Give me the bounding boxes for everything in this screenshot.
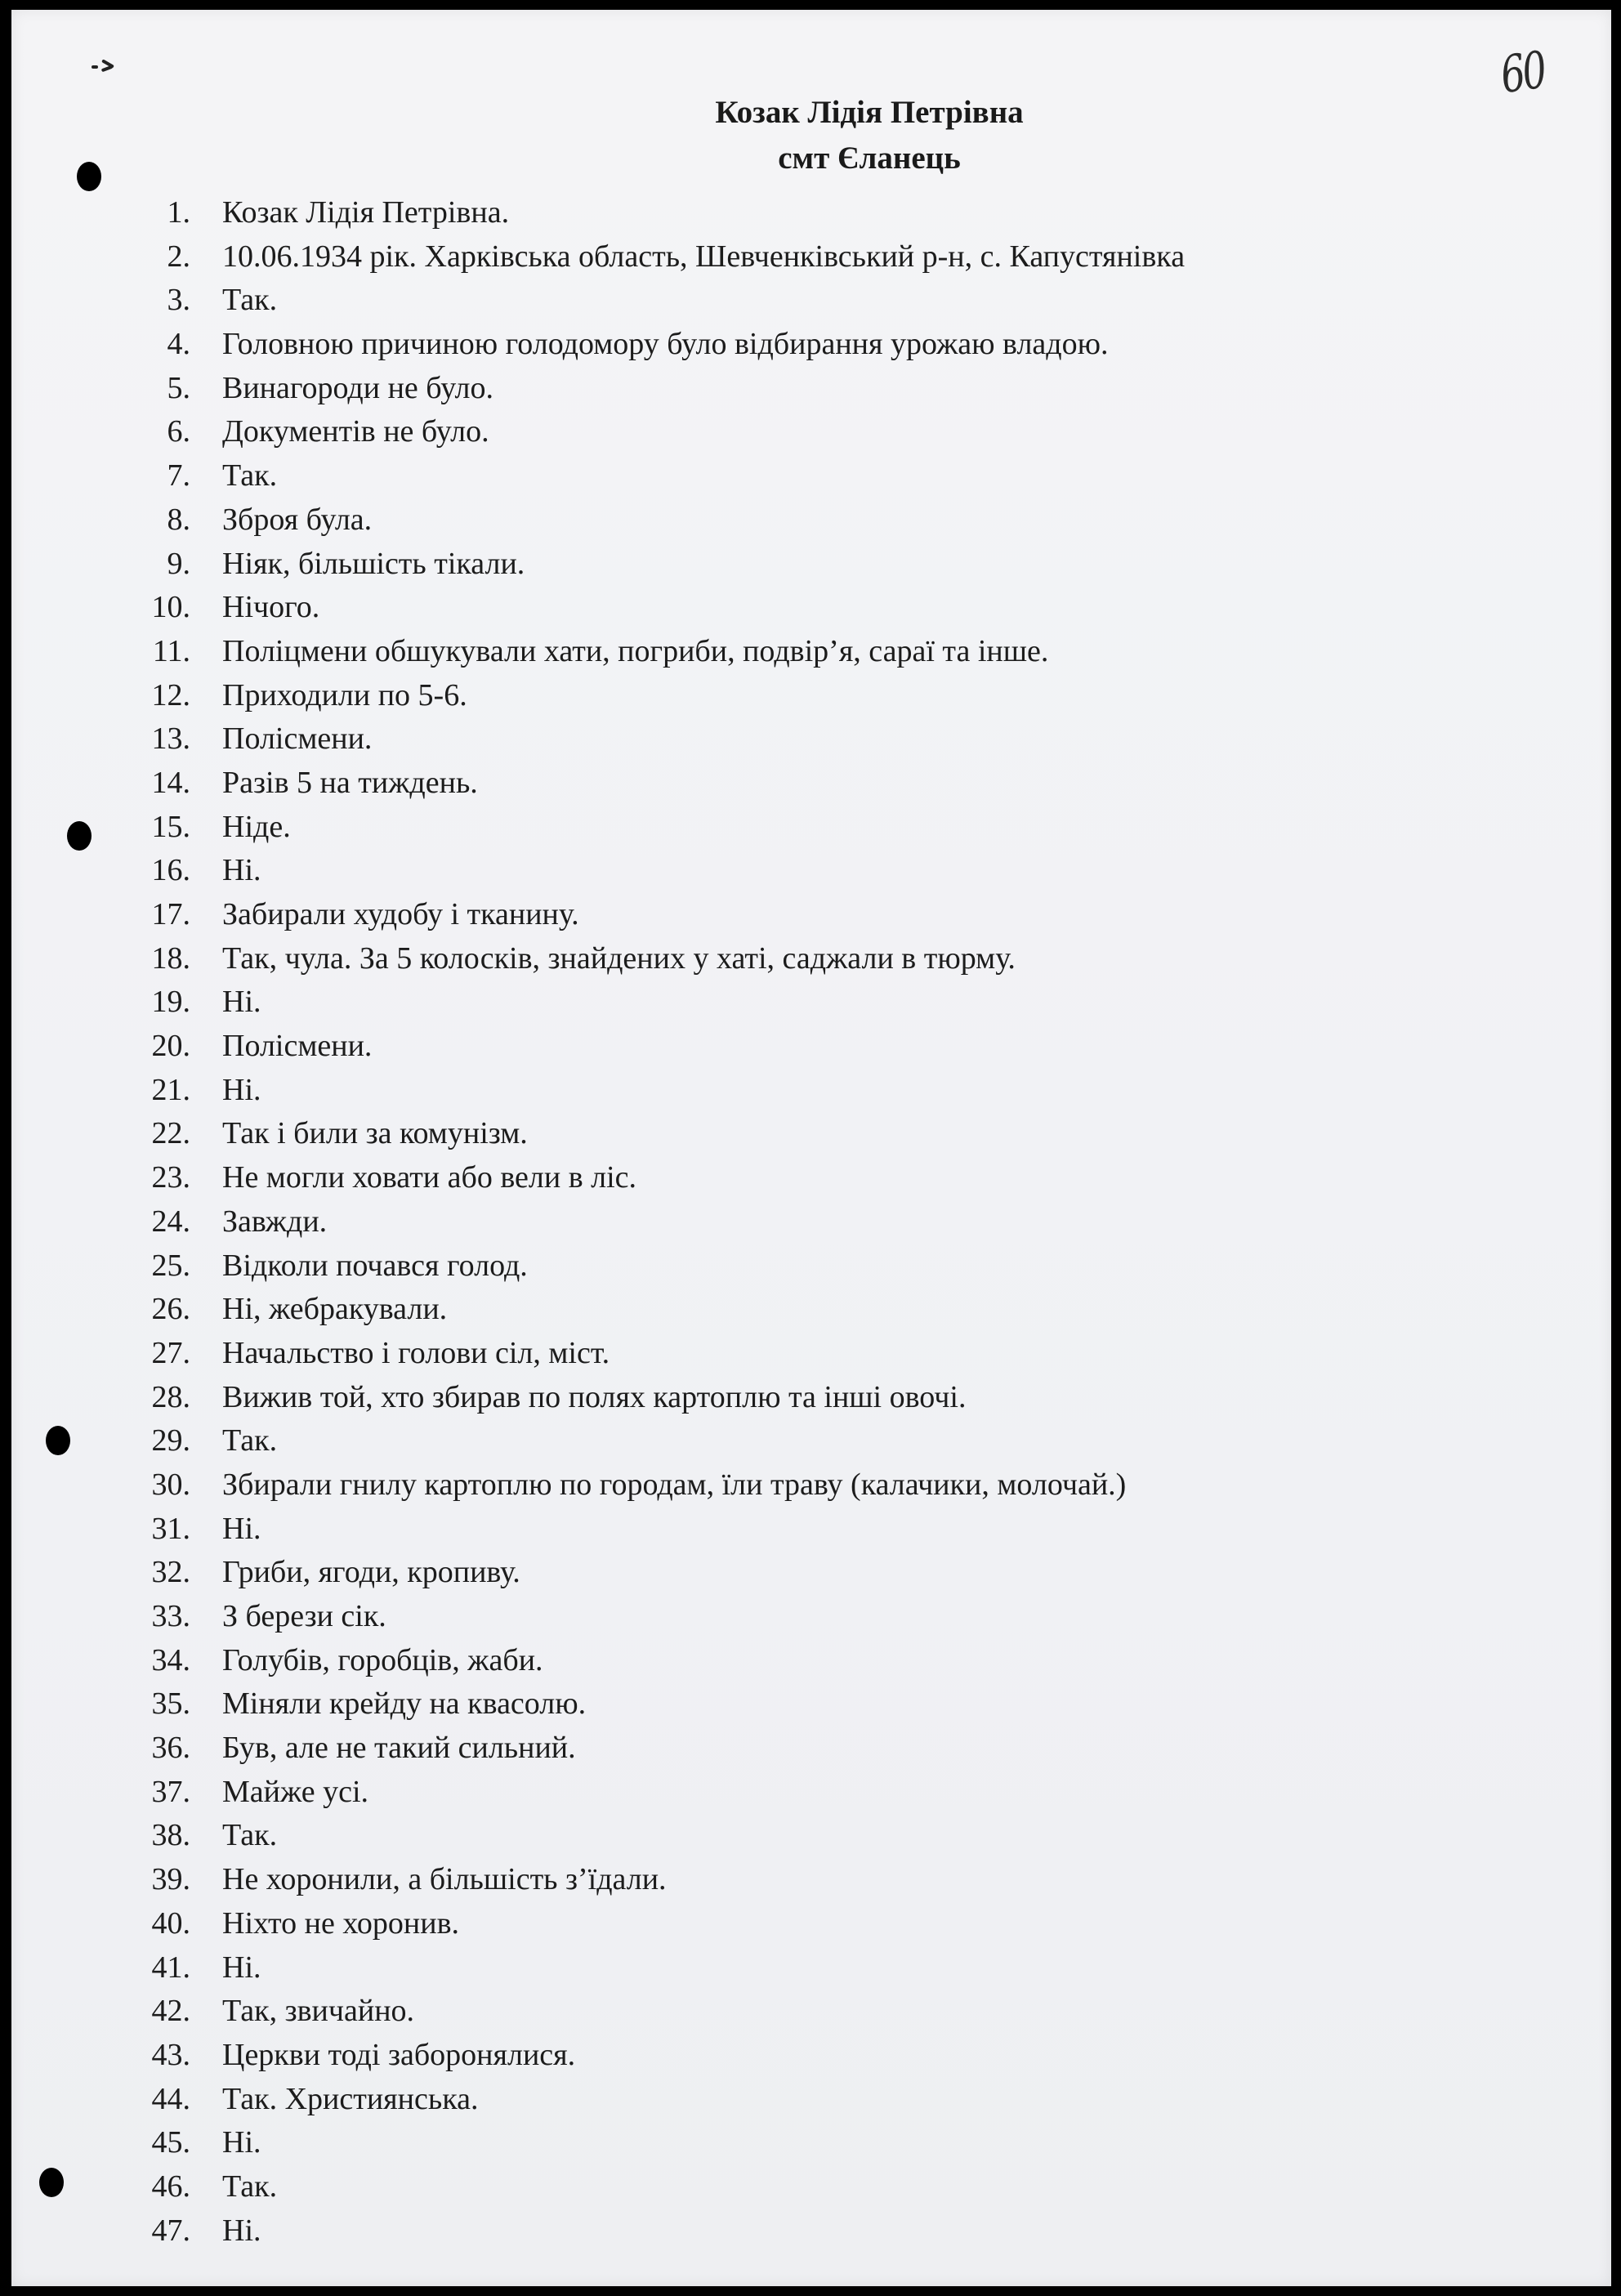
- item-number: 14.: [151, 765, 190, 800]
- item-number: 6.: [167, 414, 190, 449]
- punch-hole: [39, 2168, 64, 2197]
- item-answer-text: Не могли ховати або вели в ліс.: [222, 1160, 637, 1195]
- item-answer-text: Нічого.: [222, 590, 320, 625]
- item-number: 41.: [151, 1950, 190, 1985]
- item-number: 13.: [151, 721, 190, 757]
- item-answer-text: Полісмени.: [222, 721, 373, 757]
- item-answer-text: 10.06.1934 рік. Харківська область, Шевченківський р-н, с. Капустянівка: [222, 239, 1186, 274]
- punch-hole: [77, 162, 101, 191]
- item-number: 7.: [167, 458, 190, 494]
- item-answer-text: Так, звичайно.: [222, 1994, 415, 2029]
- item-answer-text: Відколи почався голод.: [222, 1248, 528, 1283]
- document-title: Козак Лідія Петрівна: [715, 95, 1024, 130]
- item-number: 1.: [167, 195, 190, 230]
- item-number: 22.: [151, 1116, 190, 1151]
- item-number: 20.: [151, 1029, 190, 1064]
- item-number: 44.: [151, 2081, 190, 2116]
- item-number: 26.: [151, 1292, 190, 1327]
- item-number: 3.: [167, 283, 190, 318]
- item-answer-text: Був, але не такий сильний.: [222, 1731, 576, 1766]
- handwritten-page-number: 60: [1497, 39, 1548, 105]
- item-answer-text: Ні, жебракували.: [222, 1292, 448, 1327]
- item-answer-text: Не хоронили, а більшість з’їдали.: [222, 1862, 667, 1897]
- item-number: 29.: [151, 1423, 190, 1458]
- item-number: 33.: [151, 1599, 190, 1633]
- item-number: 24.: [151, 1204, 190, 1239]
- item-number: 40.: [151, 1905, 190, 1941]
- punch-hole: [67, 821, 92, 851]
- item-number: 12.: [151, 677, 190, 712]
- item-number: 39.: [151, 1862, 190, 1897]
- item-answer-text: Так.: [222, 458, 278, 494]
- item-number: 15.: [151, 809, 190, 844]
- item-answer-text: Приходили по 5-6.: [222, 677, 467, 712]
- item-answer-text: Ні.: [222, 2125, 261, 2160]
- item-answer-text: Ні.: [222, 2213, 261, 2248]
- item-answer-text: Так.: [222, 1423, 278, 1458]
- document-subtitle-location: смт Єланець: [778, 141, 961, 176]
- item-answer-text: Вижив той, хто збирав по полях картоплю та інші овочі.: [222, 1379, 967, 1414]
- item-number: 31.: [151, 1511, 190, 1546]
- item-answer-text: Козак Лідія Петрівна.: [222, 195, 510, 230]
- item-answer-text: З берези сік.: [222, 1599, 386, 1633]
- item-answer-text: Начальство і голови сіл, міст.: [222, 1335, 610, 1370]
- item-answer-text: Разів 5 на тиждень.: [222, 765, 478, 800]
- item-answer-text: Міняли крейду на квасолю.: [222, 1686, 587, 1722]
- item-number: 23.: [151, 1160, 190, 1195]
- item-number: 46.: [151, 2169, 190, 2204]
- item-answer-text: Завжди.: [222, 1204, 328, 1239]
- item-number: 4.: [167, 327, 190, 362]
- item-number: 17.: [151, 897, 190, 931]
- item-answer-text: Ні.: [222, 1511, 261, 1546]
- item-number: 47.: [151, 2213, 190, 2248]
- item-number: 5.: [167, 370, 190, 405]
- item-number: 10.: [151, 590, 190, 625]
- item-number: 9.: [167, 546, 190, 581]
- item-number: 2.: [167, 239, 190, 274]
- item-answer-text: Ніяк, більшість тікали.: [222, 546, 525, 581]
- item-number: 36.: [151, 1731, 190, 1766]
- item-number: 11.: [152, 633, 190, 668]
- item-number: 34.: [151, 1642, 190, 1677]
- item-number: 43.: [151, 2037, 190, 2072]
- item-number: 45.: [151, 2125, 190, 2160]
- item-answer-text: Голубів, горобців, жаби.: [222, 1642, 543, 1677]
- item-answer-text: Ні.: [222, 853, 261, 888]
- item-number: 35.: [151, 1686, 190, 1722]
- item-number: 19.: [151, 985, 190, 1020]
- item-number: 32.: [151, 1555, 190, 1590]
- item-number: 37.: [151, 1774, 190, 1809]
- punch-hole: [46, 1426, 70, 1455]
- item-number: 25.: [151, 1248, 190, 1283]
- item-answer-text: Ні.: [222, 985, 261, 1020]
- stray-ink-mark: [92, 60, 116, 72]
- item-answer-text: Винагороди не було.: [222, 370, 493, 405]
- item-answer-text: Майже усі.: [222, 1774, 369, 1809]
- item-answer-text: Ні.: [222, 1950, 261, 1985]
- item-answer-text: Так.: [222, 283, 278, 318]
- item-number: 28.: [151, 1379, 190, 1414]
- item-number: 21.: [151, 1072, 190, 1107]
- item-answer-text: Забирали худобу і тканину.: [222, 897, 579, 931]
- item-answer-text: Документів не було.: [222, 414, 489, 449]
- item-answer-text: Поліцмени обшукували хати, погриби, подвір’я, сараї та інше.: [222, 633, 1049, 668]
- item-number: 42.: [151, 1994, 190, 2029]
- item-number: 38.: [151, 1818, 190, 1853]
- document-page: [11, 10, 1611, 2286]
- item-number: 8.: [167, 502, 190, 537]
- item-number: 16.: [151, 853, 190, 888]
- item-number: 27.: [151, 1335, 190, 1370]
- item-answer-text: Ні.: [222, 1072, 261, 1107]
- item-number: 18.: [151, 940, 190, 976]
- item-answer-text: Церкви тоді заборонялися.: [222, 2037, 576, 2072]
- item-answer-text: Так, чула. За 5 колосків, знайдених у хаті, саджали в тюрму.: [222, 940, 1016, 976]
- item-answer-text: Полісмени.: [222, 1029, 373, 1064]
- item-answer-text: Так.: [222, 2169, 278, 2204]
- item-answer-text: Зброя була.: [222, 502, 373, 537]
- item-answer-text: Гриби, ягоди, кропиву.: [222, 1555, 520, 1590]
- item-answer-text: Збирали гнилу картоплю по городам, їли траву (калачики, молочай.): [222, 1467, 1127, 1502]
- item-answer-text: Ніде.: [222, 809, 291, 844]
- item-answer-text: Так і били за комунізм.: [222, 1116, 528, 1151]
- item-number: 30.: [151, 1467, 190, 1502]
- item-answer-text: Ніхто не хоронив.: [222, 1905, 460, 1941]
- item-answer-text: Так.: [222, 1818, 278, 1853]
- item-answer-text: Головною причиною голодомору було відбирання урожаю владою.: [222, 327, 1109, 362]
- item-answer-text: Так. Християнська.: [222, 2081, 479, 2116]
